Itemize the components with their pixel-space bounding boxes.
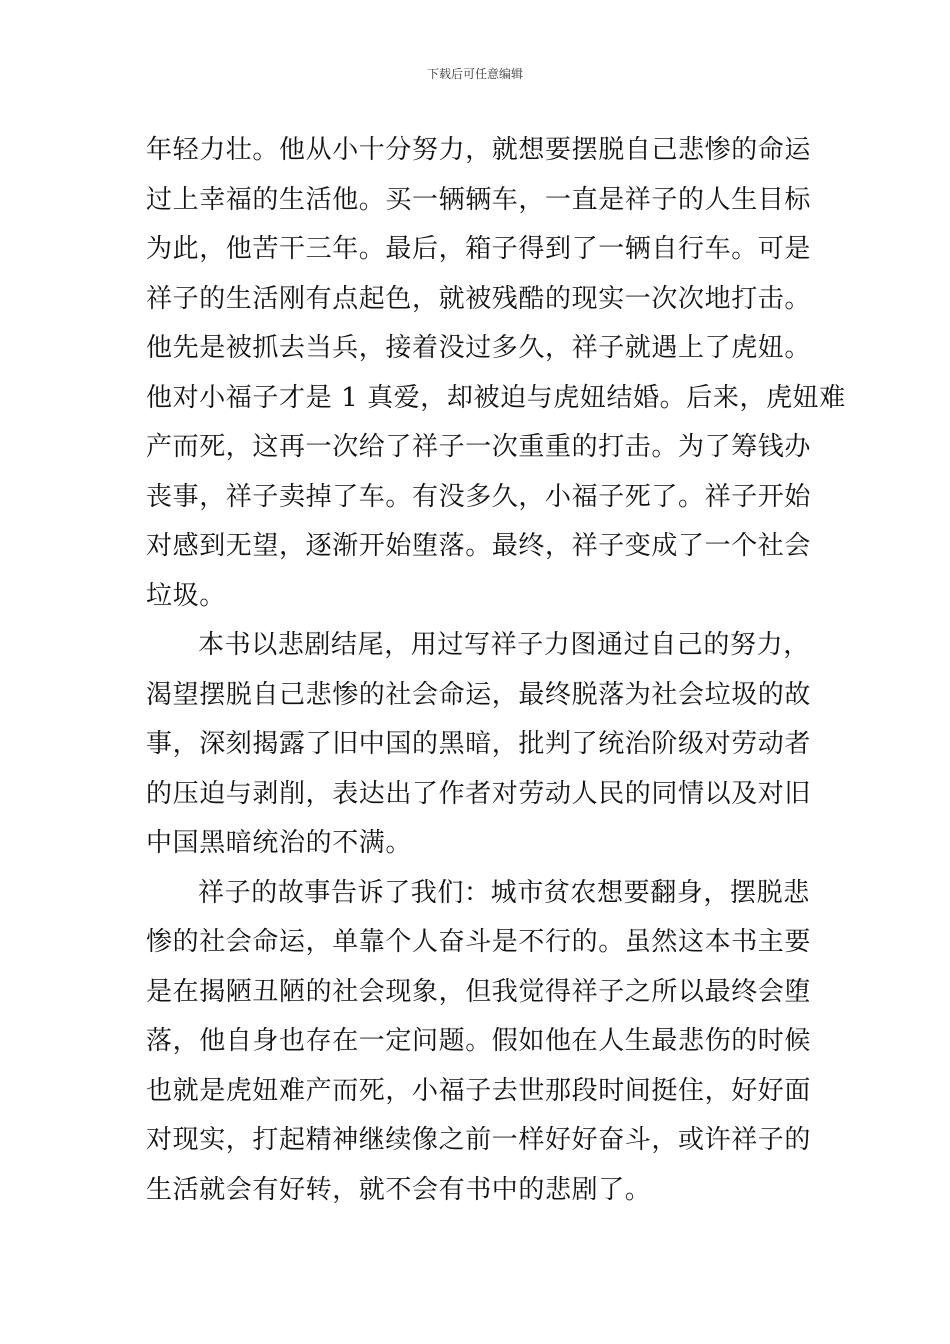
text-line: 的压迫与剥削，表达出了作者对劳动人民的同情以及对旧 (146, 778, 812, 809)
text-line: 过上幸福的生活他。买一辆辆车，一直是祥子的人生目标 (146, 184, 812, 215)
text-line: 中国黑暗统治的不满。 (146, 828, 413, 858)
text-line: 对感到无望，逐渐开始堕落。最终，祥子变成了一个社会 (146, 531, 812, 561)
text-line: 是在揭陋丑陋的社会现象，但我觉得祥子之所以最终会堕 (146, 976, 812, 1007)
paragraph-first-line: 祥子的故事告诉了我们：城市贫农想要翻身，摆脱悲 (198, 877, 810, 908)
text-line: 为此，他苦干三年。最后，箱子得到了一辆自行车。可是 (146, 234, 812, 264)
text-line: 年轻力壮。他从小十分努力，就想要摆脱自己悲惨的命运 (146, 135, 812, 165)
text-line: 他对小福子才是 1 真爱，却被迫与虎妞结婚。后来，虎妞难 (146, 382, 846, 413)
paragraph-first-line: 本书以悲剧结尾，用过写祥子力图通过自己的努力， (198, 630, 810, 660)
text-line: 渴望摆脱自己悲惨的社会命运，最终脱落为社会垃圾的故 (146, 679, 812, 710)
text-line: 垃圾。 (146, 580, 226, 611)
document-body (146, 126, 846, 1215)
text-line: 他先是被抓去当兵，接着没过多久，祥子就遇上了虎妞。 (146, 333, 812, 363)
text-line: 事，深刻揭露了旧中国的黑暗，批判了统治阶级对劳动者 (146, 729, 812, 759)
text-line: 对现实，打起精神继续像之前一样好好奋斗，或许祥子的 (146, 1125, 812, 1155)
page-header: 下载后可任意编辑 (426, 67, 523, 81)
text-line: 丧事，祥子卖掉了车。有没多久，小福子死了。祥子开始 (146, 481, 812, 512)
text-line: 惨的社会命运，单靠个人奋斗是不行的。虽然这本书主要 (146, 927, 812, 957)
text-line: 落，他自身也存在一定问题。假如他在人生最悲伤的时候 (146, 1026, 812, 1056)
text-line: 生活就会有好转，就不会有书中的悲剧了。 (146, 1174, 652, 1205)
text-line: 也就是虎妞难产而死，小福子去世那段时间挺住，好好面 (146, 1075, 812, 1106)
text-line: 祥子的生活刚有点起色，就被残酷的现实一次次地打击。 (146, 283, 812, 314)
text-line: 产而死，这再一次给了祥子一次重重的打击。为了筹钱办 (146, 432, 812, 462)
